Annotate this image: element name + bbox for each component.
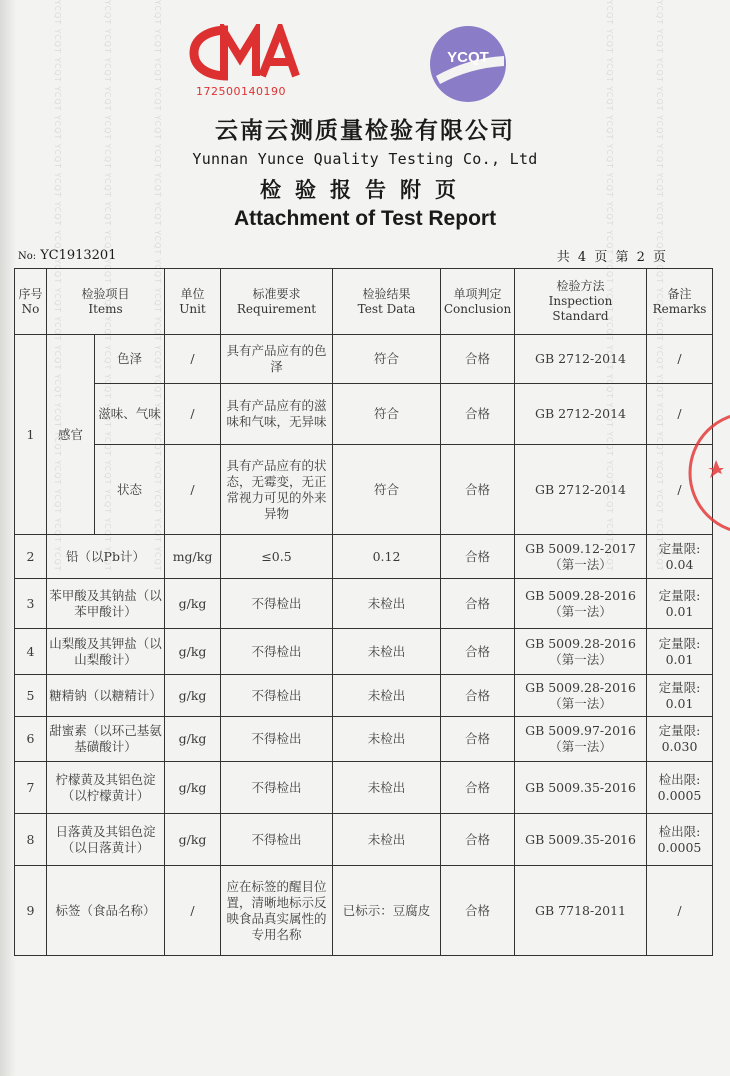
item-name: 日落黄及其铝色淀（以日落黄计） xyxy=(47,814,165,866)
method-cell: GB 2712-2014 xyxy=(515,335,647,384)
test-data-cell: 未检出 xyxy=(333,762,441,814)
row-number: 7 xyxy=(15,762,47,814)
unit-cell: g/kg xyxy=(165,579,221,629)
test-data-cell: 未检出 xyxy=(333,814,441,866)
test-data-cell: 0.12 xyxy=(333,535,441,579)
report-number-value: YC1913201 xyxy=(40,248,117,263)
test-data-cell: 已标示：豆腐皮 xyxy=(333,866,441,956)
table-row xyxy=(15,814,713,866)
conclusion-cell: 合格 xyxy=(441,717,515,762)
table-row xyxy=(15,866,713,956)
cma-number: 172500140190 xyxy=(196,85,286,98)
test-data-cell: 未检出 xyxy=(333,629,441,675)
conclusion-cell: 合格 xyxy=(441,535,515,579)
sub-item: 状态 xyxy=(95,445,165,535)
unit-cell: g/kg xyxy=(165,814,221,866)
method-cell: GB 5009.35-2016 xyxy=(515,762,647,814)
unit-cell: g/kg xyxy=(165,675,221,717)
item-name: 标签（食品名称） xyxy=(47,866,165,956)
results-table xyxy=(14,268,713,956)
row-number: 5 xyxy=(15,675,47,717)
company-name-cn: 云南云测质量检验有限公司 xyxy=(215,118,515,144)
method-cell: GB 5009.28-2016 （第一法） xyxy=(515,579,647,629)
col-header-remarks: 备注 Remarks xyxy=(647,269,713,335)
report-number xyxy=(18,248,116,263)
watermark: YCQT YCQT YCQT YCQT YCQT YCQT YCQT YCQT YCQT YCQT YCQT YCQT YCQT YCQT YCQT YCQT YCQT YCQT YCQT YCQT xyxy=(605,0,614,572)
item-name: 苯甲酸及其钠盐（以苯甲酸计） xyxy=(47,579,165,629)
remark-cell: 定量限: 0.030 xyxy=(647,717,713,762)
requirement-cell: 具有产品应有的状态，无霉变，无正常视力可见的外来异物 xyxy=(221,445,333,535)
sub-item: 色泽 xyxy=(95,335,165,384)
requirement-cell: 不得检出 xyxy=(221,629,333,675)
watermark: YCQT YCQT YCQT YCQT YCQT YCQT YCQT YCQT YCQT YCQT YCQT YCQT YCQT YCQT YCQT YCQT YCQT YCQT YCQT YCQT xyxy=(153,0,162,572)
unit-cell: / xyxy=(165,384,221,445)
table-row xyxy=(15,445,713,535)
table-row xyxy=(15,335,713,384)
remark-cell: 检出限: 0.0005 xyxy=(647,762,713,814)
requirement-cell: 具有产品应有的色泽 xyxy=(221,335,333,384)
remark-cell: 检出限: 0.0005 xyxy=(647,814,713,866)
row-number: 9 xyxy=(15,866,47,956)
company-name-en: Yunnan Yunce Quality Testing Co., Ltd xyxy=(192,150,538,168)
item-group: 感官 xyxy=(47,335,95,535)
ycqt-logo xyxy=(426,22,510,106)
method-cell: GB 5009.28-2016 （第一法） xyxy=(515,629,647,675)
watermark: YCQT YCQT YCQT YCQT YCQT YCQT YCQT YCQT YCQT YCQT YCQT YCQT YCQT YCQT YCQT YCQT YCQT YCQT YCQT YCQT xyxy=(53,0,62,572)
item-name: 甜蜜素（以环己基氨基磺酸计） xyxy=(47,717,165,762)
method-cell: GB 2712-2014 xyxy=(515,384,647,445)
remark-cell: 定量限: 0.04 xyxy=(647,535,713,579)
conclusion-cell: 合格 xyxy=(441,445,515,535)
requirement-cell: 不得检出 xyxy=(221,762,333,814)
col-header-items: 检验项目 Items xyxy=(47,269,165,335)
method-cell: GB 7718-2011 xyxy=(515,866,647,956)
table-row xyxy=(15,629,713,675)
requirement-cell: 不得检出 xyxy=(221,717,333,762)
table-row xyxy=(15,384,713,445)
requirement-cell: 不得检出 xyxy=(221,814,333,866)
item-name: 铅（以Pb计） xyxy=(47,535,165,579)
col-header-requirement: 标准要求 Requirement xyxy=(221,269,333,335)
col-header-conclusion: 单项判定 Conclusion xyxy=(441,269,515,335)
report-title-cn: 检验报告附页 xyxy=(260,178,470,202)
requirement-cell: ≤0.5 xyxy=(221,535,333,579)
sub-item: 滋味、气味 xyxy=(95,384,165,445)
remark-cell: / xyxy=(647,335,713,384)
table-row xyxy=(15,579,713,629)
conclusion-cell: 合格 xyxy=(441,629,515,675)
item-name: 山梨酸及其钾盐（以山梨酸计） xyxy=(47,629,165,675)
table-row xyxy=(15,762,713,814)
method-cell: GB 2712-2014 xyxy=(515,445,647,535)
remark-cell: / xyxy=(647,445,713,535)
conclusion-cell: 合格 xyxy=(441,866,515,956)
col-header-seq: 序号 No xyxy=(15,269,47,335)
item-name: 糖精钠（以糖精计） xyxy=(47,675,165,717)
page-info: 共 4 页 第 2 页 xyxy=(556,250,668,265)
conclusion-cell: 合格 xyxy=(441,579,515,629)
table-header-row xyxy=(15,269,713,335)
row-number: 2 xyxy=(15,535,47,579)
table-row xyxy=(15,675,713,717)
test-data-cell: 符合 xyxy=(333,384,441,445)
remark-cell: / xyxy=(647,866,713,956)
remark-cell: / xyxy=(647,384,713,445)
conclusion-cell: 合格 xyxy=(441,335,515,384)
test-data-cell: 未检出 xyxy=(333,717,441,762)
requirement-cell: 具有产品应有的滋味和气味，无异味 xyxy=(221,384,333,445)
unit-cell: / xyxy=(165,335,221,384)
method-cell: GB 5009.28-2016 （第一法） xyxy=(515,675,647,717)
unit-cell: g/kg xyxy=(165,629,221,675)
ycqt-text: YCQT xyxy=(447,49,489,66)
remark-cell: 定量限: 0.01 xyxy=(647,629,713,675)
test-data-cell: 符合 xyxy=(333,335,441,384)
report-number-label: No: xyxy=(18,251,37,262)
unit-cell: / xyxy=(165,866,221,956)
requirement-cell: 应在标签的醒目位置，清晰地标示反映食品真实属性的专用名称 xyxy=(221,866,333,956)
method-cell: GB 5009.12-2017 （第一法） xyxy=(515,535,647,579)
col-header-test-data: 检验结果 Test Data xyxy=(333,269,441,335)
test-data-cell: 未检出 xyxy=(333,675,441,717)
item-name: 柠檬黄及其铝色淀（以柠檬黄计） xyxy=(47,762,165,814)
table-row xyxy=(15,535,713,579)
requirement-cell: 不得检出 xyxy=(221,675,333,717)
method-cell: GB 5009.97-2016 （第一法） xyxy=(515,717,647,762)
row-number: 1 xyxy=(15,335,47,535)
row-number: 6 xyxy=(15,717,47,762)
col-header-unit: 单位 Unit xyxy=(165,269,221,335)
report-title-en: Attachment of Test Report xyxy=(233,207,497,230)
unit-cell: g/kg xyxy=(165,762,221,814)
requirement-cell: 不得检出 xyxy=(221,579,333,629)
conclusion-cell: 合格 xyxy=(441,762,515,814)
official-stamp xyxy=(686,398,730,548)
unit-cell: mg/kg xyxy=(165,535,221,579)
watermark: YCQT YCQT YCQT YCQT YCQT YCQT YCQT YCQT YCQT YCQT YCQT YCQT YCQT YCQT YCQT YCQT YCQT YCQT YCQT YCQT xyxy=(103,0,112,572)
test-data-cell: 未检出 xyxy=(333,579,441,629)
unit-cell: / xyxy=(165,445,221,535)
table-row xyxy=(15,717,713,762)
test-data-cell: 符合 xyxy=(333,445,441,535)
conclusion-cell: 合格 xyxy=(441,814,515,866)
remark-cell: 定量限: 0.01 xyxy=(647,675,713,717)
row-number: 3 xyxy=(15,579,47,629)
col-header-method: 检验方法 Inspection Standard xyxy=(515,269,647,335)
conclusion-cell: 合格 xyxy=(441,675,515,717)
conclusion-cell: 合格 xyxy=(441,384,515,445)
watermark: YCQT YCQT YCQT YCQT YCQT YCQT YCQT YCQT YCQT YCQT YCQT YCQT YCQT YCQT YCQT YCQT YCQT YCQT YCQT YCQT xyxy=(655,0,664,572)
row-number: 4 xyxy=(15,629,47,675)
remark-cell: 定量限: 0.01 xyxy=(647,579,713,629)
row-number: 8 xyxy=(15,814,47,866)
cma-logo xyxy=(188,24,300,82)
unit-cell: g/kg xyxy=(165,717,221,762)
method-cell: GB 5009.35-2016 xyxy=(515,814,647,866)
